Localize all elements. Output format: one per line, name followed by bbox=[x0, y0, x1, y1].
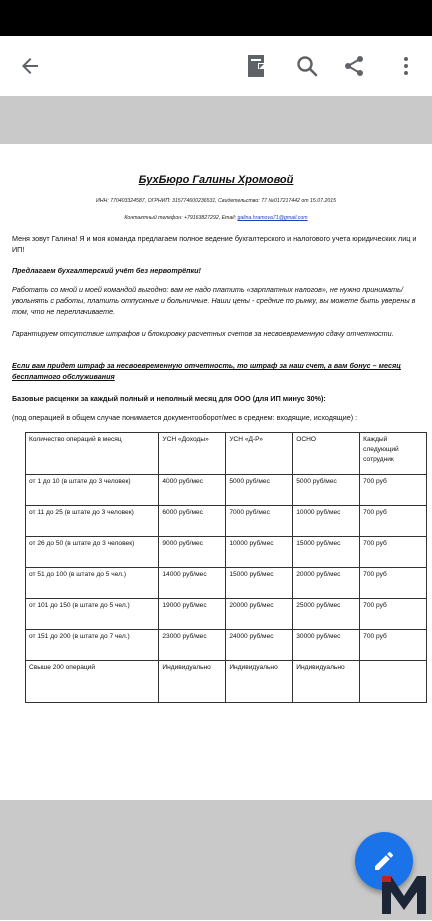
pencil-icon bbox=[372, 849, 396, 873]
offer-heading: Предлагаем бухгалтерский учёт без нервотрёпки! bbox=[12, 266, 201, 275]
price-table bbox=[25, 432, 427, 703]
table-cell: Индивидуально bbox=[159, 661, 226, 703]
table-cell: Индивидуально bbox=[293, 661, 360, 703]
table-cell: 15000 руб/мес bbox=[293, 537, 360, 568]
table-header-cell: УСН «Д-Р» bbox=[226, 433, 293, 475]
back-button[interactable] bbox=[6, 36, 54, 96]
table-row bbox=[26, 568, 427, 599]
penalty-promise: Если вам придет штраф за несвоевременную отчетность, то штраф за наш счет, а вам бонус – месяц бесплатного обслуживания bbox=[12, 361, 401, 381]
table-cell: 700 руб bbox=[360, 630, 427, 661]
table-cell: 10000 руб/мес bbox=[293, 506, 360, 537]
table-cell: 700 руб bbox=[360, 537, 427, 568]
table-cell: от 51 до 100 (в штате до 5 чел.) bbox=[26, 568, 159, 599]
table-cell: 5000 руб/мес bbox=[293, 475, 360, 506]
table-cell: 7000 руб/мес bbox=[226, 506, 293, 537]
table-row bbox=[26, 599, 427, 630]
table-header-cell: УСН «Доходы» bbox=[159, 433, 226, 475]
table-cell: 5000 руб/мес bbox=[226, 475, 293, 506]
table-cell: 700 руб bbox=[360, 599, 427, 630]
table-row bbox=[26, 630, 427, 661]
more-vert-icon bbox=[394, 54, 418, 78]
table-header-cell: Каждый следующий сотрудник bbox=[360, 433, 427, 475]
table-cell: от 26 до 50 (в штате до 3 человек) bbox=[26, 537, 159, 568]
benefits-text: Работать со мной и моей командой выгодно: вам не надо платить «зарплатных налогов», не нужно принимать/увольнять с работы, платить отпускные и больничные. Наши цены - средние по рынку, вы можете быть уверены в том, что не переплачиваете. bbox=[12, 285, 416, 316]
table-cell: от 101 до 150 (в штате до 5 чел.) bbox=[26, 599, 159, 630]
more-options-button[interactable] bbox=[382, 36, 430, 96]
document-button[interactable] bbox=[232, 36, 280, 96]
table-cell: 700 руб bbox=[360, 475, 427, 506]
rates-note: (под операцией в общем случае понимается документооборот/мес в среднем: входящие, исходящие) : bbox=[12, 413, 358, 422]
table-cell bbox=[360, 661, 427, 703]
table-row bbox=[26, 537, 427, 568]
table-cell: 25000 руб/мес bbox=[293, 599, 360, 630]
intro-text: Меня зовут Галина! Я и моя команда предлагаем полное ведение бухгалтерского и налогового учета юридических лиц и ИП! bbox=[12, 234, 417, 254]
document-icon bbox=[245, 54, 267, 78]
table-cell: 19000 руб/мес bbox=[159, 599, 226, 630]
table-cell: Индивидуально bbox=[226, 661, 293, 703]
table-cell: 9000 руб/мес bbox=[159, 537, 226, 568]
table-cell: от 151 до 200 (в штате до 7 чел.) bbox=[26, 630, 159, 661]
app-toolbar bbox=[0, 36, 432, 96]
contact-info bbox=[0, 215, 432, 221]
rates-heading: Базовые расценки за каждый полный и неполный месяц для ООО (для ИП минус 30%): bbox=[12, 394, 326, 403]
table-cell: от 1 до 10 (в штате до 3 человек) bbox=[26, 475, 159, 506]
table-cell: 700 руб bbox=[360, 568, 427, 599]
contact-phone: Контактный телефон: +79163827292, Email: bbox=[124, 215, 238, 221]
brand-logo bbox=[380, 872, 428, 916]
document-page[interactable] bbox=[0, 144, 432, 800]
table-cell: 14000 руб/мес bbox=[159, 568, 226, 599]
table-header-cell: Количество операций в месяц bbox=[26, 433, 159, 475]
table-cell: 24000 руб/мес bbox=[226, 630, 293, 661]
table-row bbox=[26, 506, 427, 537]
table-header-row bbox=[26, 433, 427, 475]
table-cell: 20000 руб/мес bbox=[293, 568, 360, 599]
share-icon bbox=[342, 54, 366, 78]
back-arrow-icon bbox=[18, 54, 42, 78]
registration-info: ИНН: 770403324587, ОГРНИП: 315774600236531, Свидетельство: 77 №017217442 от 15.07.2015 bbox=[95, 198, 336, 204]
table-cell: 6000 руб/мес bbox=[159, 506, 226, 537]
table-cell: 15000 руб/мес bbox=[226, 568, 293, 599]
guarantee-text: Гарантируем отсутствие штрафов и блокировку расчетных счетов за несвоевременную сдачу отчетности. bbox=[12, 329, 394, 338]
table-cell: 700 руб bbox=[360, 506, 427, 537]
table-cell: 10000 руб/мес bbox=[226, 537, 293, 568]
email-link[interactable]: galina.hramova71@gmail.com bbox=[237, 215, 308, 221]
document-title: БухБюро Галины Хромовой bbox=[138, 174, 294, 186]
table-cell: 20000 руб/мес bbox=[226, 599, 293, 630]
table-row bbox=[26, 475, 427, 506]
search-icon bbox=[295, 54, 319, 78]
table-cell: 23000 руб/мес bbox=[159, 630, 226, 661]
table-row bbox=[26, 661, 427, 703]
table-header-cell: ОСНО bbox=[293, 433, 360, 475]
share-button[interactable] bbox=[330, 36, 378, 96]
table-cell: Свыше 200 операций bbox=[26, 661, 159, 703]
page-gap-top bbox=[0, 96, 432, 144]
status-bar bbox=[0, 0, 432, 36]
table-cell: 30000 руб/мес bbox=[293, 630, 360, 661]
table-cell: 4000 руб/мес bbox=[159, 475, 226, 506]
search-button[interactable] bbox=[283, 36, 331, 96]
table-cell: от 11 до 25 (в штате до 3 человек) bbox=[26, 506, 159, 537]
